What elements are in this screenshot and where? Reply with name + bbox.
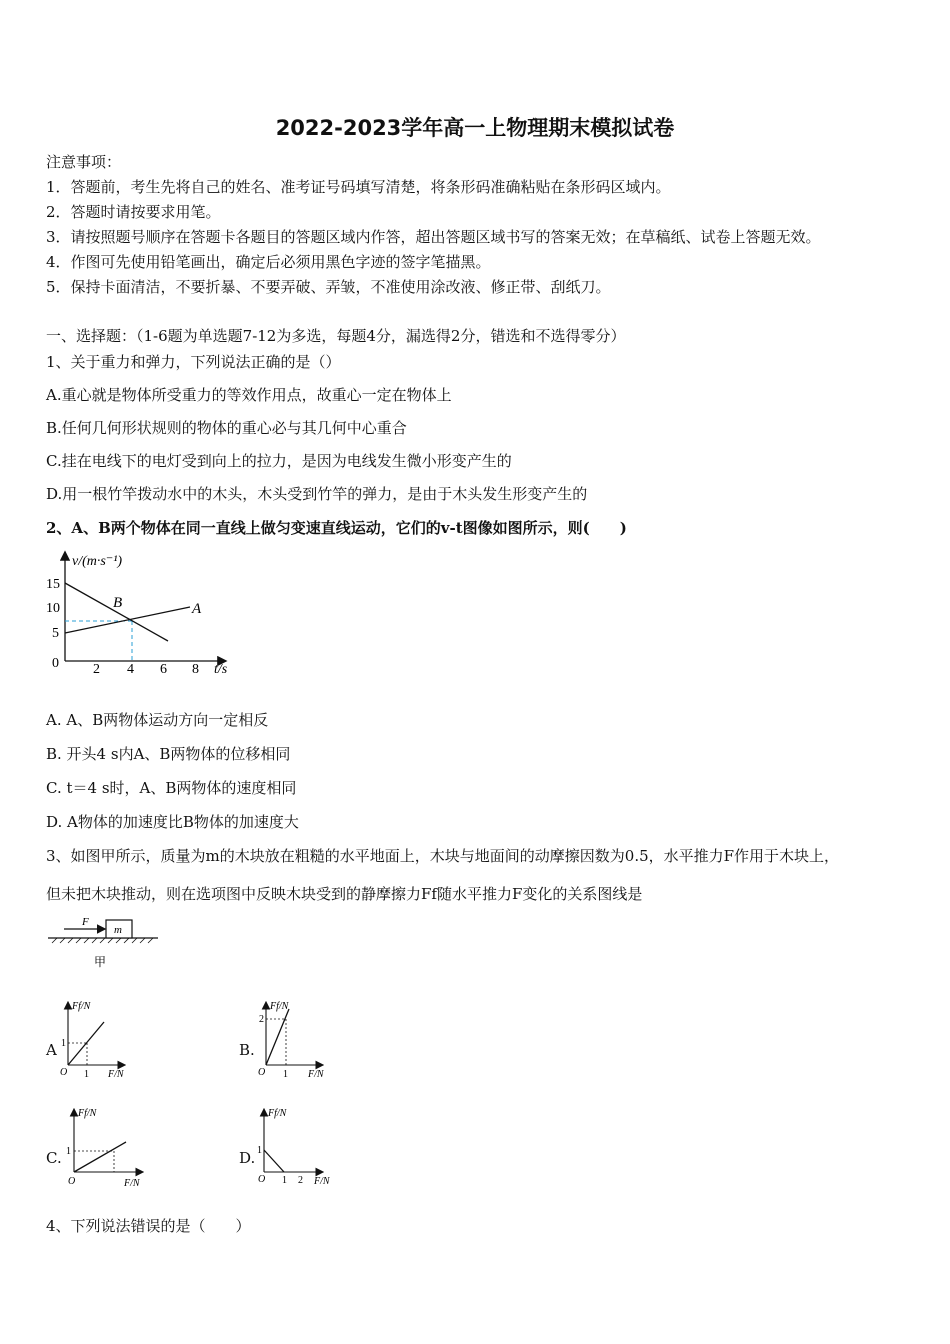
y-tick-label: 10 xyxy=(46,601,60,616)
svg-text:Ff/N: Ff/N xyxy=(78,1108,97,1119)
section-heading: 一、选择题：（1-6题为单选题7-12为多选，每题4分，漏选得2分，错选和不选得零分） xyxy=(46,327,626,345)
svg-text:O: O xyxy=(68,1176,76,1187)
block-figure xyxy=(44,910,164,972)
question-3-stem: 3、如图甲所示，质量为m的木块放在粗糙的水平地面上，木块与地面间的动摩擦因数为0.5，水平推力F作用于木块上， xyxy=(46,847,840,865)
graph-option-a-label: A xyxy=(46,1041,57,1059)
notice-item: 4．作图可先使用铅笔画出，确定后必须用黑色字迹的签字笔描黑。 xyxy=(46,253,491,271)
q2-option-d: D. A物体的加速度比B物体的加速度大 xyxy=(46,813,299,831)
graph-option-c-label: C. xyxy=(46,1149,62,1167)
svg-text:1: 1 xyxy=(283,1069,288,1080)
notice-item: 5．保持卡面清洁，不要折暴、不要弄破、弄皱，不准使用涂改液、修正带、刮纸刀。 xyxy=(46,278,611,296)
notice-item: 2．答题时请按要求用笔。 xyxy=(46,203,221,221)
svg-text:1: 1 xyxy=(61,1038,66,1049)
q1-option-a: A.重心就是物体所受重力的等效作用点，故重心一定在物体上 xyxy=(46,386,452,404)
x-tick-label: 6 xyxy=(160,662,167,677)
x-tick-label: 8 xyxy=(192,662,199,677)
graph-option-d-label: D. xyxy=(239,1149,256,1167)
graph-line xyxy=(74,1142,126,1172)
graph-option-b xyxy=(256,995,336,1085)
y-tick-label: 5 xyxy=(52,626,59,641)
graph-line xyxy=(264,1150,284,1172)
graph-option-a xyxy=(58,995,138,1085)
svg-text:O: O xyxy=(258,1174,266,1185)
series-a-label: A xyxy=(192,601,202,617)
mass-label: m xyxy=(114,924,122,936)
svg-text:F/N: F/N xyxy=(308,1069,324,1080)
q2-option-b: B. 开头4 s内A、B两物体的位移相同 xyxy=(46,745,291,763)
q1-option-b: B.任何几何形状规则的物体的重心必与其几何中心重合 xyxy=(46,419,407,437)
svg-text:F/N: F/N xyxy=(108,1069,124,1080)
x-tick-label: 2 xyxy=(93,662,100,677)
y-tick-label: 15 xyxy=(46,577,60,592)
svg-text:1: 1 xyxy=(84,1069,89,1080)
svg-text:O: O xyxy=(60,1067,68,1078)
y-axis-label: v/(m·s⁻¹) xyxy=(72,554,123,569)
svg-text:F/N: F/N xyxy=(124,1178,140,1189)
page-title: 2022-2023学年高一上物理期末模拟试卷 xyxy=(275,116,675,140)
svg-text:F/N: F/N xyxy=(314,1176,330,1187)
question-2-stem: 2、A、B两个物体在同一直线上做匀变速直线运动，它们的v-t图像如图所示，则( ) xyxy=(46,519,627,537)
svg-text:1: 1 xyxy=(282,1175,287,1186)
notice-item: 3．请按照题号顺序在答题卡各题目的答题区域内作答，超出答题区域书写的答案无效；在草稿纸、试卷上答题无效。 xyxy=(46,228,821,246)
q2-option-c: C. t＝4 s时，A、B两物体的速度相同 xyxy=(46,779,297,797)
figure-caption: 甲 xyxy=(94,955,107,969)
svg-text:2: 2 xyxy=(259,1014,264,1025)
graph-option-d xyxy=(254,1102,344,1192)
origin-label: 0 xyxy=(52,656,59,671)
x-tick-label: 4 xyxy=(127,662,134,677)
q2-option-a: A. A、B两物体运动方向一定相反 xyxy=(46,711,269,729)
question-1-stem: 1、关于重力和弹力，下列说法正确的是（） xyxy=(46,353,341,371)
vt-graph xyxy=(40,545,250,680)
question-4-stem: 4、下列说法错误的是（ ） xyxy=(46,1217,251,1235)
graph-line xyxy=(68,1022,104,1065)
question-3-stem-cont: 但未把木块推动，则在选项图中反映木块受到的静摩擦力Ff随水平推力F变化的关系图线是 xyxy=(46,885,643,903)
svg-text:O: O xyxy=(258,1067,266,1078)
svg-text:Ff/N: Ff/N xyxy=(268,1108,287,1119)
q1-option-c: C.挂在电线下的电灯受到向上的拉力，是因为电线发生微小形变产生的 xyxy=(46,452,512,470)
graph-line xyxy=(266,1009,289,1065)
force-label: F xyxy=(82,916,89,928)
q1-option-d: D.用一根竹竿拨动水中的木头，木头受到竹竿的弹力，是由于木头发生形变产生的 xyxy=(46,485,588,503)
graph-option-c xyxy=(62,1102,152,1192)
notice-item: 1．答题前，考生先将自己的姓名、准考证号码填写清楚，将条形码准确粘贴在条形码区域内。 xyxy=(46,178,671,196)
svg-text:Ff/N: Ff/N xyxy=(270,1001,289,1012)
svg-text:1: 1 xyxy=(257,1145,262,1156)
series-b-label: B xyxy=(113,595,123,611)
svg-text:Ff/N: Ff/N xyxy=(72,1001,91,1012)
x-axis-label: t/s xyxy=(214,662,228,677)
svg-text:1: 1 xyxy=(66,1146,71,1157)
line-b xyxy=(65,583,168,641)
notice-heading: 注意事项： xyxy=(46,153,122,171)
svg-text:2: 2 xyxy=(298,1175,303,1186)
line-a xyxy=(65,607,190,633)
graph-option-b-label: B. xyxy=(239,1041,255,1059)
